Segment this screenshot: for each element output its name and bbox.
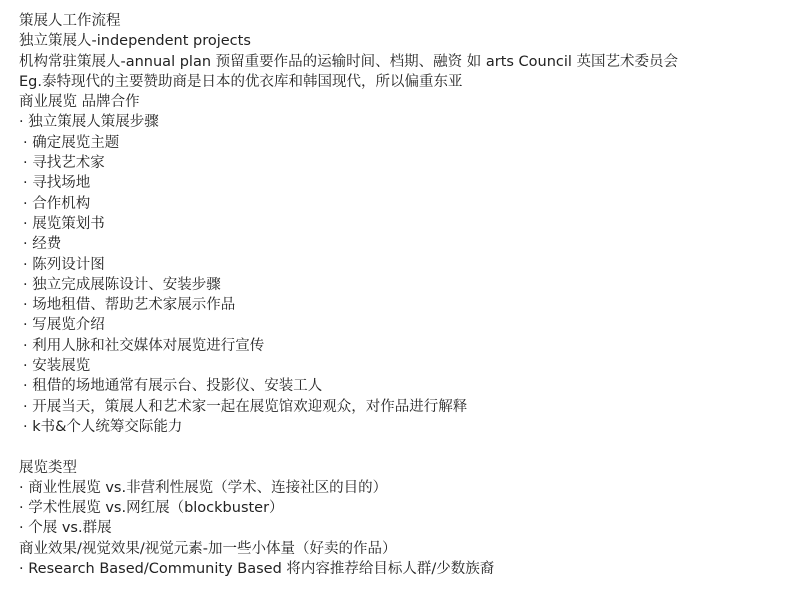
step-item: · 写展览介绍: [23, 317, 105, 334]
step-item: · 合作机构: [23, 195, 91, 212]
note-line-independent-curator: 独立策展人-independent projects: [19, 33, 251, 50]
note-line-example-tate: Eg.泰特现代的主要赞助商是日本的优衣库和韩国现代，所以偏重东亚: [19, 73, 463, 90]
step-item: · 经费: [23, 236, 62, 253]
blank-line: [19, 437, 789, 457]
step-item: · 确定展览主题: [23, 134, 120, 151]
type-item: · 商业性展览 vs.非营利性展览（学术、连接社区的目的）: [19, 479, 388, 496]
step-item: · 展览策划书: [23, 215, 105, 232]
type-item: 商业效果/视觉效果/视觉元素-加一些小体量（好卖的作品）: [19, 540, 397, 557]
step-item: · 利用人脉和社交媒体对展览进行宣传: [23, 337, 265, 354]
type-item: · 学术性展览 vs.网红展（blockbuster）: [19, 500, 284, 517]
step-item: · k书&个人统筹交际能力: [23, 418, 183, 435]
note-body[interactable]: [19, 11, 789, 579]
step-item: · 寻找场地: [23, 175, 91, 192]
steps-heading: · 独立策展人策展步骤: [19, 114, 159, 131]
step-item: · 租借的场地通常有展示台、投影仪、安装工人: [23, 378, 323, 395]
type-item: · Research Based/Community Based 将内容推荐给目标人群/少数族裔: [19, 561, 495, 578]
step-item: · 开展当天，策展人和艺术家一起在展览馆欢迎观众，对作品进行解释: [23, 398, 468, 415]
step-item: · 陈列设计图: [23, 256, 105, 273]
type-item: · 个展 vs.群展: [19, 520, 112, 537]
step-item: · 场地租借、帮助艺术家展示作品: [23, 297, 236, 314]
step-item: · 寻找艺术家: [23, 155, 105, 172]
step-item: · 独立完成展陈设计、安装步骤: [23, 276, 221, 293]
types-heading: 展览类型: [19, 459, 77, 476]
note-title: 策展人工作流程: [19, 13, 121, 29]
note-line-resident-curator: 机构常驻策展人-annual plan 预留重要作品的运输时间、档期、融资 如 arts Council 英国艺术委员会: [19, 53, 679, 70]
step-item: · 安装展览: [23, 358, 91, 375]
note-line-commercial: 商业展览 品牌合作: [19, 94, 140, 111]
